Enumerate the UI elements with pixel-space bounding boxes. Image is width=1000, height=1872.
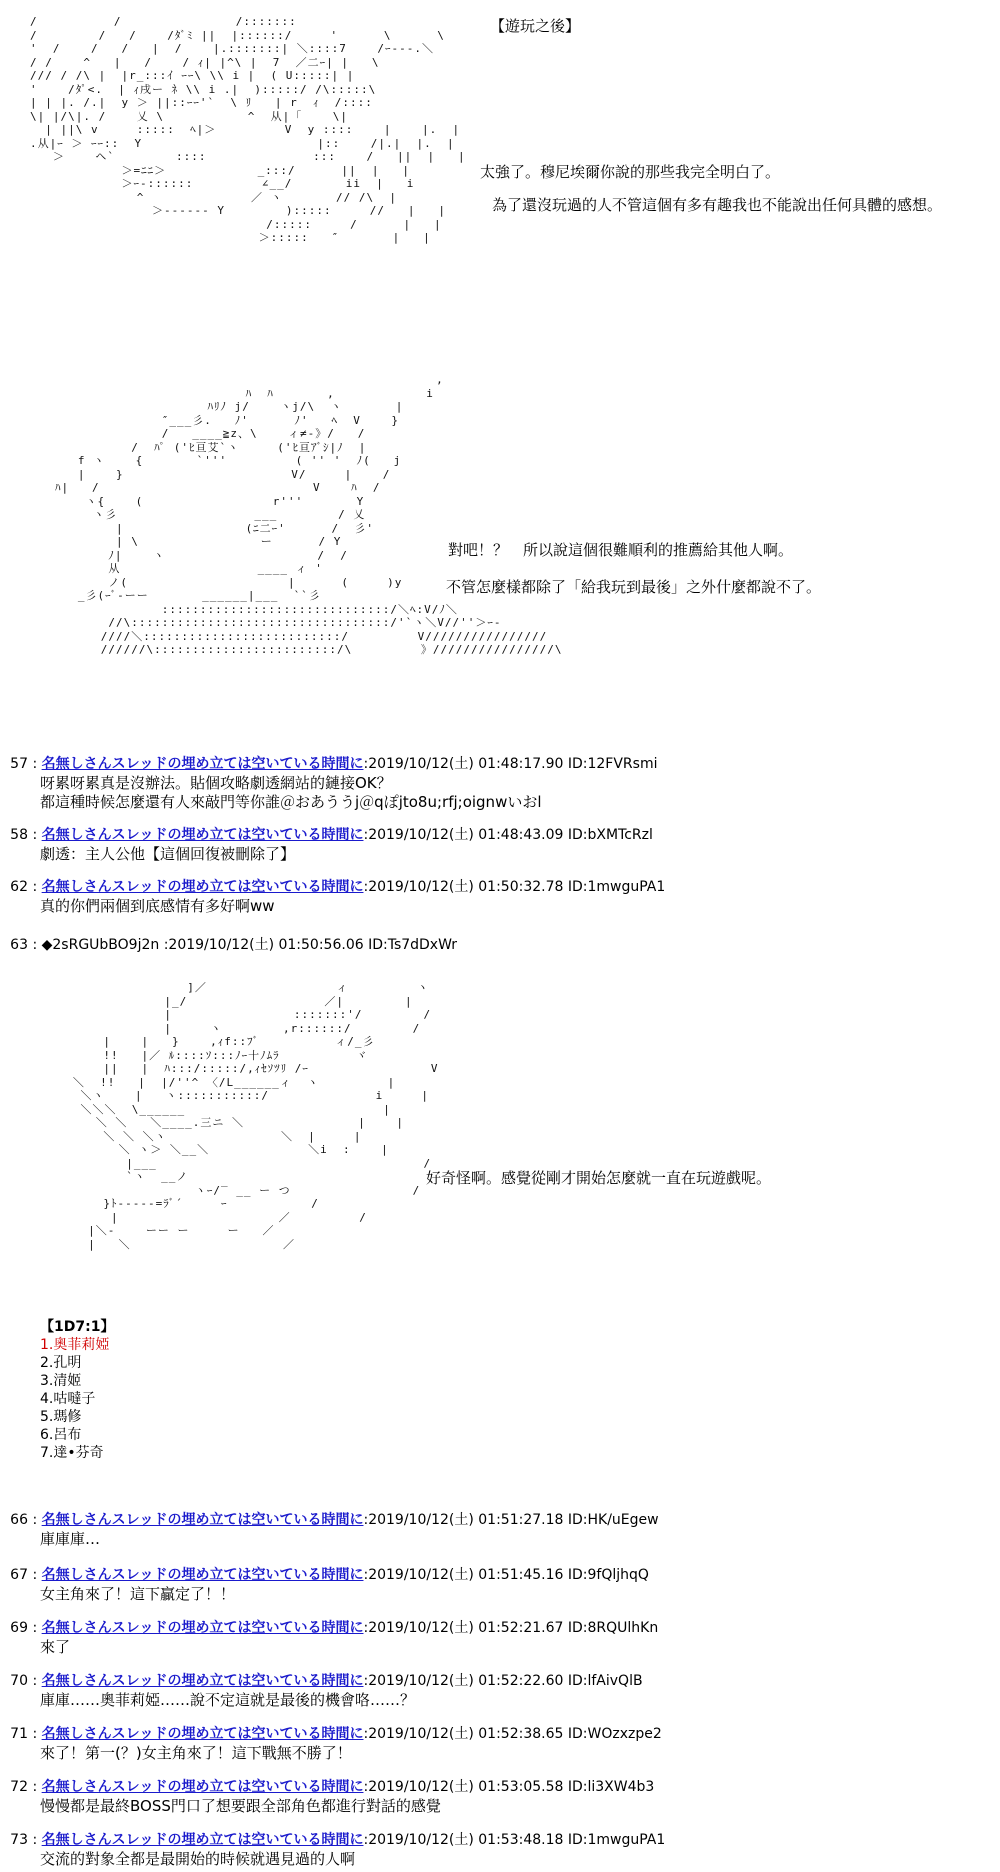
post-meta: :2019/10/12(土) 01:52:38.65 ID:WOzxzpe2 [363, 1726, 662, 1742]
post-body-line: 慢慢都是最終BOSS門口了想要跟全部角色都進行對話的感覺 [40, 1797, 441, 1815]
post-body-line: 交流的對象全都是最開始的時候就遇見過的人啊 [40, 1850, 356, 1868]
list-item: 7.達•芬奇 [40, 1445, 104, 1461]
poster-name-link[interactable]: 名無しさんスレッドの埋め立ては空いている時間に [41, 1567, 364, 1583]
post-meta: :2019/10/12(土) 01:53:48.18 ID:1mwguPA1 [363, 1832, 666, 1848]
ascii-art-panel-2: , ﾊ ﾊ , i ﾊﾘﾉ j/ ヽj/\ ヽ | ″___彡. ﾉ' ﾉ' ﾍ V } / ____≧z、\ ィ≠-》/ / / ﾊﾟ ('ﾋ亘艾`ヽ ('ﾋ亘ｱﾞｼ|ﾉ | f ヽ { `''' ( '' ' ﾉ( j | } V/ | / ﾊ| / V ﾊ / ヽ{ ( r''' Y ヽ彡 ___ / 乂 | (ﾆ二ｰ' / 彡' | \ ー / Y ﾉ| ヽ / / 从 ____ ィ ' ノ( | ( )y _彡(ｰﾞ-ーー ______|___ ``彡 ::::::::::::::::::::::::::::::/＼ﾍ:V/ﾉ＼ //\::::::::::::::::::::::::::::::::::/'`ヽ＼V//''＞ｰ- ////＼::::::::::::::::::::::::::/ V//////////////// //////\::::::::::::::::::::::::/\ 》////////////////\ [55, 373, 563, 656]
dice-result-heading: 【1D7:1】 [40, 1319, 115, 1335]
list-item: 3.清姬 [40, 1373, 82, 1389]
post-number: 67 [10, 1567, 28, 1583]
list-item: 5.瑪修 [40, 1409, 82, 1425]
list-item: 6.呂布 [40, 1427, 82, 1443]
post-number: 58 [10, 827, 28, 843]
panel-2-line-2: 不管怎麼樣都除了「給我玩到最後」之外什麼都說不了。 [446, 578, 822, 596]
post-body-line: 都這種時候怎麼還有人來敲門等你誰＠おあううj＠qぽjto8u;rfj;oignwいおl [40, 793, 542, 811]
post-72: 72 : 名無しさんスレッドの埋め立ては空いている時間に:2019/10/12(土) 01:53:05.58 ID:li3XW4b3 慢慢都是最終BOSS門口了想要跟全部角色都進行對話的感覺 [0, 1778, 1000, 1816]
post-meta: :2019/10/12(土) 01:51:27.18 ID:HK/uEgew [363, 1512, 659, 1528]
poster-name-link[interactable]: 名無しさんスレッドの埋め立ては空いている時間に [41, 1620, 364, 1636]
post-71: 71 : 名無しさんスレッドの埋め立ては空いている時間に:2019/10/12(土) 01:52:38.65 ID:WOzxzpe2 來了！第一(？)女主角來了！這下戰無不勝了！ [0, 1725, 1000, 1763]
post-body-line: 來了 [40, 1638, 71, 1656]
post-body-line: 呀累呀累真是沒辦法。貼個攻略劇透網站的鏈接OK？ [40, 774, 392, 792]
ascii-art-panel-3: ]／ ィ ヽ |_/ ／| | | :::::::'/ / | ヽ ,r::::::/ / | | } ,ｨf::ﾌﾞ ィ/_彡 !! |／ ﾙ::::ｿ:::ﾉｰ十ﾉﾑﾗ ヾ || | ﾊ:::/:::::/,ｨｾｿﾂﾘ /ｰ V ＼ !! | |/''^ 〈/L______ィ ヽ | ＼ヽ | ヽ:::::::::::/ i | ＼＼＼ \______ | ＼ ＼ ＼____.三ニ ＼ | | ＼ ＼ ＼ヽ ＼ | | ＼ ヽ＞ ＼__＼ ＼i : | |___ / `ヽ __ノ ヽｰ/‾ __ ー つ / }ﾄ-----=ﾗﾞ´ ｰ / | ／ / |＼- ーー ー ー ／ | ＼ ／ [72, 981, 439, 1251]
post-meta: :2019/10/12(土) 01:52:22.60 ID:lfAivQlB [363, 1673, 643, 1689]
post-meta: :2019/10/12(土) 01:53:05.58 ID:li3XW4b3 [363, 1779, 655, 1795]
post-body-line: 庫庫……奧菲莉婭……說不定這就是最後的機會咯……？ [40, 1691, 416, 1709]
post-body-line: 真的你們兩個到底感情有多好啊ww [40, 897, 275, 915]
post-67: 67 : 名無しさんスレッドの埋め立ては空いている時間に:2019/10/12(土) 01:51:45.16 ID:9fQljhqQ 女主角來了！這下贏定了！！ [0, 1566, 1000, 1604]
post-69: 69 : 名無しさんスレッドの埋め立ては空いている時間に:2019/10/12(土) 01:52:21.67 ID:8RQUlhKn 來了 [0, 1619, 1000, 1657]
post-number: 66 [10, 1512, 28, 1528]
post-62: 62 : 名無しさんスレッドの埋め立ては空いている時間に:2019/10/12(土) 01:50:32.78 ID:1mwguPA1 真的你們兩個到底感情有多好啊ww [0, 878, 1000, 916]
poster-name-link[interactable]: 名無しさんスレッドの埋め立ては空いている時間に [41, 756, 364, 772]
post-meta: :2019/10/12(土) 01:51:45.16 ID:9fQljhqQ [363, 1567, 649, 1583]
post-number: 73 [10, 1832, 28, 1848]
post-body-line: 來了！第一(？)女主角來了！這下戰無不勝了！ [40, 1744, 352, 1762]
list-item: 4.咕噠子 [40, 1391, 96, 1407]
poster-name-link[interactable]: 名無しさんスレッドの埋め立ては空いている時間に [41, 1832, 364, 1848]
poster-name-link[interactable]: 名無しさんスレッドの埋め立ては空いている時間に [41, 1512, 364, 1528]
dice-result-list [40, 1318, 114, 1462]
post-57: 57 : 名無しさんスレッドの埋め立ては空いている時間に:2019/10/12(土) 01:48:17.90 ID:12FVRsmi 呀累呀累真是沒辦法。貼個攻略劇透網站的鏈接OK？ 都這種時候怎麼還有人來敲門等你誰＠おあううj＠qぽjto8u;rfj;oignwいおl [0, 755, 1000, 812]
post-58: 58 : 名無しさんスレッドの埋め立ては空いている時間に:2019/10/12(土) 01:48:43.09 ID:bXMTcRzl 劇透：主人公他【這個回復被刪除了】 [0, 826, 1000, 864]
post-63: 63 : ◆2sRGUbBO9j2n :2019/10/12(土) 01:50:56.06 ID:Ts7dDxWr [0, 936, 1000, 955]
post-meta: :2019/10/12(土) 01:48:17.90 ID:12FVRsmi [363, 756, 658, 772]
post-66: 66 : 名無しさんスレッドの埋め立ては空いている時間に:2019/10/12(土) 01:51:27.18 ID:HK/uEgew 庫庫庫… [0, 1511, 1000, 1549]
panel-3-line-1: 好奇怪啊。感覺從剛才開始怎麼就一直在玩遊戲呢。 [426, 1169, 772, 1187]
poster-name-link[interactable]: 名無しさんスレッドの埋め立ては空いている時間に [41, 1779, 364, 1795]
panel-1-line-1: 太強了。穆尼埃爾你說的那些我完全明白了。 [480, 163, 781, 181]
poster-name-link[interactable]: 名無しさんスレッドの埋め立ては空いている時間に [41, 1673, 364, 1689]
panel-2-line-1: 對吧！？ 所以說這個很難順利的推薦給其他人啊。 [448, 541, 794, 559]
post-number: 62 [10, 879, 28, 895]
poster-name-link[interactable]: 名無しさんスレッドの埋め立ては空いている時間に [41, 827, 364, 843]
poster-name-link[interactable]: 名無しさんスレッドの埋め立ては空いている時間に [41, 879, 364, 895]
panel-1-line-2: 為了還沒玩過的人不管這個有多有趣我也不能說出任何具體的感想。 [492, 196, 943, 214]
post-body-line: 庫庫庫… [40, 1530, 101, 1548]
post-meta: :2019/10/12(土) 01:52:21.67 ID:8RQUlhKn [363, 1620, 659, 1636]
post-number: 70 [10, 1673, 28, 1689]
post-body-line: 劇透：主人公他【這個回復被刪除了】 [40, 845, 296, 863]
post-number: 69 [10, 1620, 28, 1636]
list-item: 1.奧菲莉婭 [40, 1337, 110, 1353]
post-number: 57 [10, 756, 28, 772]
section-title: 【遊玩之後】 [490, 17, 581, 35]
post-meta: ◆2sRGUbBO9j2n :2019/10/12(土) 01:50:56.06 ID:Ts7dDxWr [41, 937, 458, 953]
post-number: 63 [10, 937, 28, 953]
post-meta: :2019/10/12(土) 01:48:43.09 ID:bXMTcRzl [363, 827, 653, 843]
post-70: 70 : 名無しさんスレッドの埋め立ては空いている時間に:2019/10/12(土) 01:52:22.60 ID:lfAivQlB 庫庫……奧菲莉婭……說不定這就是最後的機會咯……？ [0, 1672, 1000, 1710]
post-number: 71 [10, 1726, 28, 1742]
post-meta: :2019/10/12(土) 01:50:32.78 ID:1mwguPA1 [363, 879, 666, 895]
post-body-line: 女主角來了！這下贏定了！！ [40, 1585, 236, 1603]
ascii-art-panel-1: / / /::::::: / / / /ﾀﾞﾐ || |::::::/ ' \ \ ' / / / | / |.:::::::| ＼::::7 /ｰ---.＼ / / ^ | / / ｨ| |^\ | 7 ／二ｰ| | \ /// / /\ | |r_:::ｲ ｰｰ\ \\ i | ( U:::::| | ' /ﾀﾟ<. | ｨ戌ー ﾈ \\ i .| ):::::/ /\:::::\ | | |. /.| y ＞ ||::ｰｰ'` \ ﾘ | r ｨ /:::: \| |/\|. / 乂 \ ^ 从|「 \| | ||\ v ::::: ﾍ|＞ V y :::: | |. | .从|ｰ ＞ ｰｰ:: Y |:: /|.| |. | ＞ ヘ` :::: ::: / || | | ＞=ﾆﾆ＞ _:::/ || | | ＞ｰ-:::::: ∠__/ ii | i ^ ／ ヽ // /\ | ＞------ Y )::::: // | | /::::: / | | ＞::::: ″ | | [30, 15, 466, 244]
post-73: 73 : 名無しさんスレッドの埋め立ては空いている時間に:2019/10/12(土) 01:53:48.18 ID:1mwguPA1 交流的對象全都是最開始的時候就遇見過的人啊 [0, 1831, 1000, 1869]
post-number: 72 [10, 1779, 28, 1795]
list-item: 2.孔明 [40, 1355, 82, 1371]
poster-name-link[interactable]: 名無しさんスレッドの埋め立ては空いている時間に [41, 1726, 364, 1742]
